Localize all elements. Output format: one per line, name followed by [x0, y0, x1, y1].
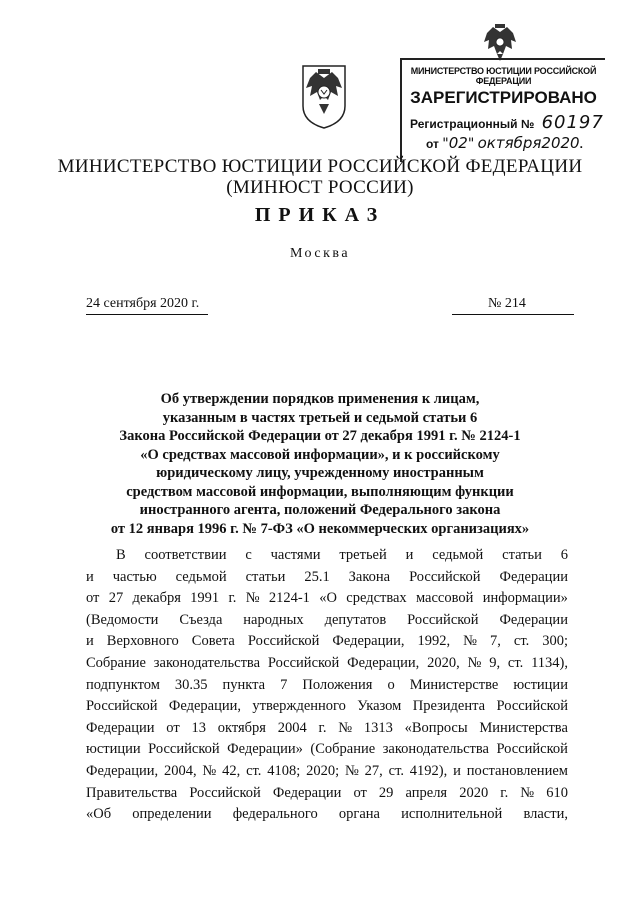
stamp-reg-number: 60197 [541, 112, 604, 133]
ministry-short-name: (МИНЮСТ РОССИИ) [226, 177, 414, 198]
body-word: Съезда [179, 611, 223, 628]
body-line [86, 653, 568, 675]
body-word: от [86, 590, 100, 607]
body-word: 2020, [427, 654, 460, 671]
body-word: ст. [513, 633, 530, 650]
stamp-date-prefix: от [426, 137, 439, 151]
body-word: 27 [108, 590, 124, 607]
body-paragraph [86, 545, 568, 826]
body-word: № [467, 654, 482, 671]
title-line: от 12 января 1996 г. № 7-ФЗ «О некоммерческих организациях» [110, 520, 530, 537]
registration-stamp [400, 58, 605, 162]
body-word: 2020 [459, 784, 489, 801]
body-word: Совета [191, 633, 235, 650]
body-word: Собрание [86, 654, 146, 671]
body-word: ст. [246, 762, 262, 779]
stamp-eagle-icon [480, 24, 520, 62]
body-word: Российской [496, 741, 568, 758]
body-word: г. [318, 719, 327, 736]
stamp-date-year: 2020 [541, 134, 580, 152]
body-word: Российской [407, 611, 479, 628]
body-word: 27, [364, 762, 383, 779]
body-word: № [463, 633, 477, 650]
body-word: Министерства [479, 719, 568, 736]
body-word: Федерации» [227, 741, 303, 758]
body-word: Положения [302, 676, 373, 693]
body-word: 300; [542, 633, 568, 650]
body-word: 4192), [409, 762, 448, 779]
body-word: 4108; [267, 762, 301, 779]
body-line [86, 739, 568, 761]
body-word: № [202, 762, 217, 779]
body-word: ст. [388, 762, 404, 779]
body-word: и [86, 633, 94, 650]
body-word: третьей [339, 547, 387, 563]
body-word: Федерации, [168, 698, 241, 715]
stamp-ministry: МИНИСТЕРСТВО ЮСТИЦИИ РОССИЙСКОЙ ФЕДЕРАЦИИ [410, 66, 597, 86]
body-word: от [353, 784, 367, 801]
body-word: исполнительной [401, 806, 503, 823]
body-word: Российской [247, 633, 320, 650]
body-word: 7, [490, 633, 501, 650]
body-word: седьмой [175, 568, 227, 585]
title-line: указанным в частях третьей и седьмой статьи 6 [162, 409, 478, 426]
body-word: законодательства [153, 654, 261, 671]
body-line [86, 545, 568, 567]
ministry-name: МИНИСТЕРСТВО ЮСТИЦИИ РОССИЙСКОЙ ФЕДЕРАЦИИ [57, 156, 583, 177]
body-word: Закона [348, 568, 391, 585]
body-word: с [245, 547, 252, 563]
body-word: № [520, 784, 535, 801]
body-word: федерального [232, 806, 318, 823]
document-type: ПРИКАЗ [254, 204, 386, 226]
body-line [86, 783, 568, 805]
body-word: Верховного [106, 633, 179, 650]
stamp-reg-label: Регистрационный № [410, 117, 535, 131]
body-word: 25.1 [304, 568, 330, 585]
body-word: от [166, 719, 180, 736]
body-word: статьи [502, 547, 542, 563]
title-line: Закона Российской Федерации от 27 декабря 1991 г. № 2124-1 [119, 428, 521, 444]
title-line: Об утверждении порядков применения к лицам, [160, 391, 480, 407]
body-word: 2020; [306, 762, 340, 779]
order-number: № 214 [452, 296, 574, 315]
body-word: 42, [222, 762, 241, 779]
body-word: 30.35 [174, 676, 208, 693]
body-word: народных [243, 611, 304, 628]
body-word: органа [338, 806, 380, 823]
body-line [86, 761, 568, 783]
body-word: Федерации [499, 568, 568, 585]
title-line: иностранного агента, положений Федерального закона [139, 502, 501, 518]
body-word: частью [112, 568, 157, 585]
body-word: Российской [86, 698, 158, 715]
body-word: и [453, 762, 461, 779]
city: Москва [289, 246, 351, 261]
body-word: пункта [222, 676, 266, 693]
body-word: № [344, 762, 359, 779]
body-word: Федерации, [347, 654, 420, 671]
body-word: 1134), [531, 654, 568, 671]
body-word: 9, [489, 654, 501, 671]
body-word: Федерации, [332, 633, 405, 650]
title-line: юридическому лицу, учрежденному иностранным [156, 465, 484, 481]
body-word: 1313 [363, 719, 393, 736]
body-word: средствах [346, 590, 407, 607]
body-line [86, 588, 568, 610]
body-word: юстиции [86, 741, 141, 758]
title-line: «О средствах массовой информации», и к российскому [140, 446, 500, 463]
body-word: подпунктом [86, 676, 160, 693]
body-word: № [338, 719, 353, 736]
body-word: Федерации [499, 611, 568, 628]
body-word: седьмой [432, 547, 484, 563]
body-word: законодательства [382, 741, 489, 758]
body-line [86, 804, 568, 826]
body-word: 2124-1 [268, 590, 310, 607]
body-word: «Вопросы [404, 719, 468, 736]
body-word: юстиции [513, 676, 568, 693]
body-word: 6 [560, 547, 568, 563]
body-word: утвержденного [252, 698, 346, 715]
body-word: Российской [409, 568, 481, 585]
body-word: «Об [86, 806, 112, 823]
body-word: 2004, [163, 762, 197, 779]
body-word: Правительства [86, 784, 178, 801]
body-word: Федерации, [86, 762, 159, 779]
body-word: В [116, 547, 126, 563]
body-line [86, 696, 568, 718]
body-line [86, 610, 568, 632]
body-line [86, 567, 568, 589]
body-word: Российской [496, 698, 568, 715]
body-word: «О [319, 590, 337, 607]
body-word: о [387, 676, 395, 693]
body-word: Федерации [272, 784, 342, 801]
body-word: власти, [523, 806, 568, 823]
coat-of-arms-icon [300, 64, 348, 130]
body-word: Указом [357, 698, 402, 715]
body-word: (Собрание [310, 741, 376, 758]
body-word: определении [132, 806, 212, 823]
body-line [86, 631, 568, 653]
body-word: № [245, 590, 260, 607]
body-word: информации» [482, 590, 568, 607]
body-word: частями [270, 547, 321, 563]
body-word: г. [228, 590, 237, 607]
body-word: 1991 [190, 590, 220, 607]
body-word: 7 [280, 676, 288, 693]
body-word: апреля [405, 784, 448, 801]
order-title [80, 390, 560, 538]
body-word: 13 [191, 719, 206, 736]
body-word: декабря [132, 590, 181, 607]
body-word: (Ведомости [86, 611, 159, 628]
body-word: Министерстве [409, 676, 499, 693]
body-word: Федерации [86, 719, 155, 736]
body-word: Российской [148, 741, 220, 758]
body-word: Российской [189, 784, 261, 801]
body-word: октября [217, 719, 266, 736]
body-word: ст. [507, 654, 524, 671]
body-word: 29 [378, 784, 394, 801]
body-word: 1992, [417, 633, 451, 650]
body-word: статьи [245, 568, 286, 585]
body-word: г. [500, 784, 509, 801]
body-word: Российской [267, 654, 340, 671]
stamp-status: ЗАРЕГИСТРИРОВАНО [410, 88, 597, 107]
body-word: депутатов [324, 611, 387, 628]
body-line [86, 718, 568, 740]
body-word: и [86, 568, 94, 585]
body-word: Президента [412, 698, 486, 715]
stamp-registration-number [410, 112, 604, 133]
title-line: средством массовой информации, выполняющим функции [126, 483, 514, 500]
body-word: соответствии [144, 547, 227, 563]
body-word: 2004 [277, 719, 307, 736]
stamp-date: от "02" октября2020. [426, 134, 583, 152]
body-line [86, 675, 568, 697]
body-word: и [405, 547, 414, 563]
body-word: постановлением [466, 762, 568, 779]
order-date: 24 сентября 2020 г. [86, 296, 208, 315]
stamp-date-day: 02 [448, 134, 468, 152]
body-word: 610 [546, 784, 568, 801]
body-word: массовой [415, 590, 474, 607]
stamp-date-month: октября [477, 134, 542, 152]
